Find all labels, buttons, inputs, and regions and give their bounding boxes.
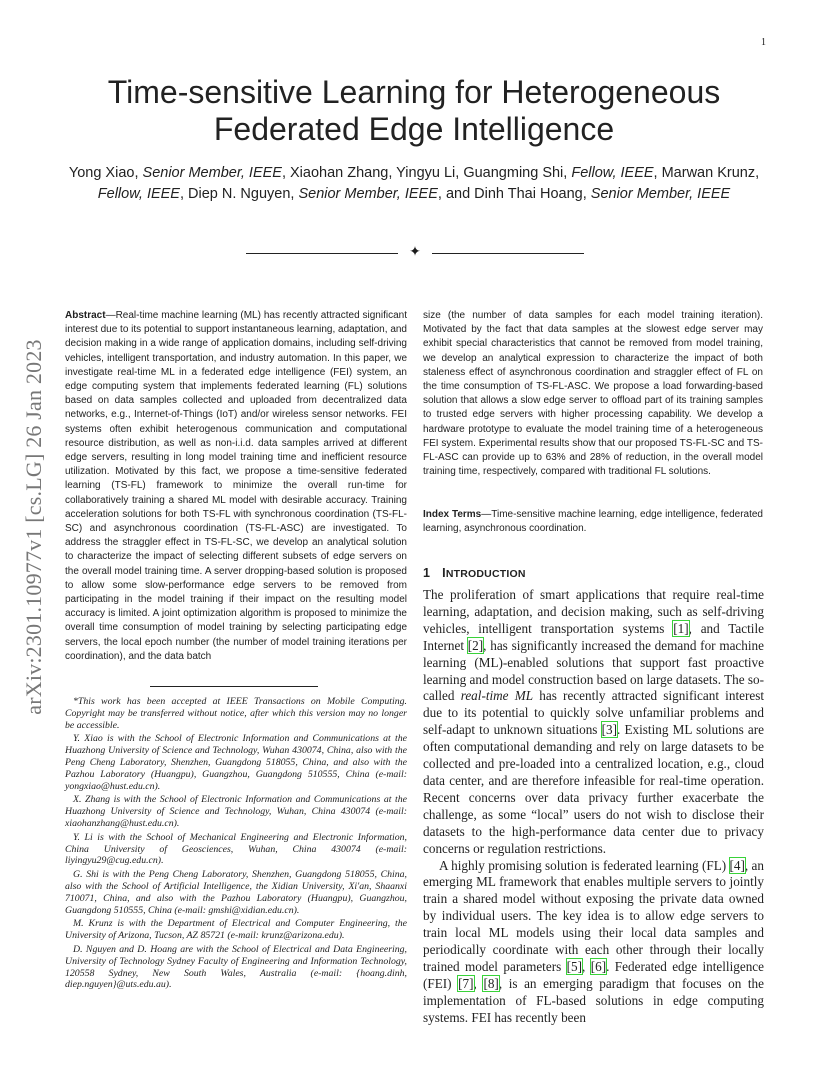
arxiv-stamp-text: arXiv:2301.10977v1 [cs.LG] 26 Jan 2023 bbox=[21, 339, 46, 715]
footnote-separator bbox=[150, 686, 318, 687]
intro-text: , an emerging ML framework that enables multiple servers to jointly train a shared model without exposing the private data owned by individual users. The key idea is to allow edge servers to train local ML models using their local data samples and periodically coordinate with each other through their locally trained model parameters bbox=[423, 857, 764, 974]
intro-text: has recently attracted significant interest due to its potential to quickly solve unfamiliar problems and self-adapt to unknown situations bbox=[423, 688, 764, 738]
citation-link-3[interactable]: [3] bbox=[601, 722, 617, 738]
intro-text: , has significantly increased the demand for machine learning (ML)-enabled solutions that support fast proactive learning and model construction based on large datasets. The so-called bbox=[423, 637, 764, 704]
abstract-right-column: size (the number of data samples for each model training iteration). Motivated by the fact that data samples at the slowest edge server may exhibit special characteristics that cannot be removed from model training, we develop an analytical expression to characterize the impact of both staleness effect of asynchronous coordination and straggler effect of FL on the time consumption of TS-FL-ASC. We propose a load forwarding-based solution that allows a slow edge server to offload part of its training samples to trusted edge servers with higher processing capability. We develop a hardware prototype to evaluate the model training time of a heterogeneous FEI system. Experimental results show that our proposed TS-FL-SC and TS-FL-ASC can provide up to 63% and 28% of reduction, in the overall model training time, respectively, compared with traditional FL solutions. bbox=[423, 310, 763, 478]
footnote-affiliation: G. Shi is with the Peng Cheng Laboratory, Shenzhen, Guangdong 518055, China, also with the School of Artificial Intelligence, the Xidian University, Xi'an, Shaanxi 710071, China, and also with the Pazhou Laboratory (Huangpu), Guangzhou, Guangdong 510555, China (e-mail: gmshi@xidian.edu.cn). bbox=[65, 869, 407, 916]
title-divider bbox=[246, 244, 584, 260]
introduction-body bbox=[423, 587, 764, 1027]
citation-link-5[interactable]: [5] bbox=[566, 958, 583, 974]
title-line-1: Time-sensitive Learning for Heterogeneous bbox=[107, 74, 721, 110]
intro-text: , bbox=[582, 958, 591, 974]
footnote-affiliation: Y. Xiao is with the School of Electronic Information and Communications at the Huazhong University of Science and Technology, Wuhan 430074, China, also with the Peng Cheng Laboratory, Shenzhen, Guangdong 518055, China, and also with the Pazhou Laboratory (Huangpu), Guangzhou, Guangdong 510555, China (e-mail: yongxiao@hust.edu.cn). bbox=[65, 733, 407, 792]
citation-link-8[interactable]: [8] bbox=[483, 975, 499, 991]
citation-link-2[interactable]: [2] bbox=[467, 637, 484, 653]
title-line-2: Federated Edge Intelligence bbox=[213, 111, 615, 147]
citation-link-6[interactable]: [6] bbox=[590, 958, 607, 974]
page-number: 1 bbox=[761, 37, 766, 48]
author-role: Fellow, IEEE bbox=[97, 186, 180, 202]
abstract-left-column bbox=[65, 309, 407, 664]
intro-text: , is an emerging paradigm that focuses on the implementation of FL-based solutions in edge computing systems. FEI has recently been bbox=[423, 975, 765, 1025]
abstract-label: Abstract bbox=[65, 310, 106, 321]
author-list bbox=[60, 163, 768, 205]
section-title-initial: I bbox=[442, 566, 446, 580]
paper-title bbox=[60, 74, 768, 148]
divider-line-left bbox=[246, 253, 398, 254]
index-terms bbox=[423, 508, 763, 536]
intro-emphasis: real-time ML bbox=[460, 688, 534, 704]
arxiv-identifier-stamp[interactable] bbox=[22, 292, 46, 762]
author-role: Fellow, IEEE bbox=[571, 165, 654, 181]
citation-link-7[interactable]: [7] bbox=[458, 975, 474, 991]
index-terms-text: —Time-sensitive machine learning, edge intelligence, federated learning, asynchronous coordination. bbox=[423, 509, 763, 535]
intro-text: The proliferation of smart applications that require real-time learning, adaptation, and decision making, such as self-driving vehicles, intelligent transportation systems bbox=[423, 587, 764, 636]
author-text: , Xiaohan Zhang, Yingyu Li, Guangming Shi, bbox=[281, 165, 568, 181]
footnote-affiliation: Y. Li is with the School of Mechanical Engineering and Electronic Information, China University of Geosciences, Wuhan, China 430074 (e-mail: liyingyu29@cug.edu.cn). bbox=[65, 831, 407, 867]
footnote-affiliation: D. Nguyen and D. Hoang are with the School of Electrical and Data Engineering, University of Technology Sydney Faculty of Engineering and Information Technology, 120558 Sydney, New South Wales, Australia (e-mail: {hoang.dinh, diep.nguyen}@uts.edu.au). bbox=[65, 943, 407, 991]
intro-text: , and Tactile Internet bbox=[423, 620, 764, 653]
section-number: 1 bbox=[423, 566, 431, 580]
intro-paragraph-2 bbox=[423, 858, 764, 1027]
divider-star-icon: ✦ bbox=[409, 244, 421, 260]
section-title-rest: NTRODUCTION bbox=[445, 568, 526, 580]
author-role: Senior Member, IEEE bbox=[142, 165, 282, 181]
intro-paragraph-1 bbox=[423, 587, 764, 858]
intro-text: , bbox=[473, 975, 484, 991]
intro-text: . Existing ML solutions are often computational demanding and rely on large datasets to be collected and pre-loaded into a centralized location, e.g., cloud data center, and are therefore infeasible for real-time operation. Recent concerns over data privacy further exacerbate the challenge, as some “local” users do not wish to disclose their datasets to the high-performance data center due to privacy concerns or regulation restrictions. bbox=[423, 722, 764, 856]
abstract-text: —Real-time machine learning (ML) has recently attracted significant interest due to its potential to support instantaneous learning, adaptation, and decision making in a wide range of application domains, including self-driving vehicles, intelligent transportation, and industry automation. In this paper, we investigate real-time ML in a federated edge intelligence (FEI) system, an edge computing system that implements federated learning (FL) solutions based on data samples collected and uploaded from decentralized data networks, e.g., Internet-of-Things (IoT) and/or wireless sensor networks. FEI systems often exhibit heterogenous communication and computational resource distribution, as well as non-i.i.d. data samples arrived at different edge servers, resulting in long model training time and inefficient resource utilization. Motivated by this fact, we propose a time-sensitive federated learning (TS-FL) framework to minimize the overall run-time for collaboratively training a shared ML model with desirable accuracy. Training acceleration solutions for both TS-FL with synchronous coordination (TS-FL-SC) and asynchronous coordination (TS-FL-ASC) are investigated. To address the straggler effect in TS-FL-SC, we develop an analytical solution to characterize the impact of selecting different subsets of edge servers on the overall model training time. A server dropping-based solution is proposed to allow some slow-performance edge servers to be removed from participating in the model training if their impact on the resulting model accuracy is limited. A joint optimization algorithm is proposed to minimize the overall time consumption of model training by selecting participating edge servers, the local epoch number (the number of model training iterations per coordination), and the data batch bbox=[65, 310, 407, 662]
footnote-affiliation: M. Krunz is with the Department of Electrical and Computer Engineering, the University of Arizona, Tucson, AZ 85721 (e-mail: krunz@arizona.edu). bbox=[65, 918, 407, 942]
footnote-affiliation: X. Zhang is with the School of Electronic Information and Communications at the Huazhong University of Science and Technology, Wuhan, China 430074 (e-mail: xiaohanzhang@hust.edu.cn). bbox=[65, 794, 407, 829]
author-text: , Diep N. Nguyen, bbox=[179, 186, 295, 202]
author-role: Senior Member, IEEE bbox=[590, 186, 731, 202]
divider-line-right bbox=[432, 253, 584, 254]
footnotes bbox=[65, 696, 407, 993]
author-text: Yong Xiao, bbox=[68, 165, 139, 181]
author-text: , and Dinh Thai Hoang, bbox=[437, 186, 587, 202]
author-text: , Marwan Krunz, bbox=[653, 165, 760, 181]
index-terms-label: Index Terms bbox=[423, 509, 482, 520]
citation-link-4[interactable]: [4] bbox=[729, 857, 745, 873]
author-role: Senior Member, IEEE bbox=[298, 186, 438, 202]
intro-text: . Federated edge intelligence (FEI) bbox=[423, 958, 765, 991]
footnote-acceptance: *This work has been accepted at IEEE Transactions on Mobile Computing. Copyright may be transferred without notice, after which this version may no longer be accessible. bbox=[65, 696, 407, 731]
section-heading-introduction bbox=[423, 566, 526, 580]
intro-text: A highly promising solution is federated learning (FL) bbox=[439, 857, 730, 873]
citation-link-1[interactable]: [1] bbox=[673, 620, 689, 636]
